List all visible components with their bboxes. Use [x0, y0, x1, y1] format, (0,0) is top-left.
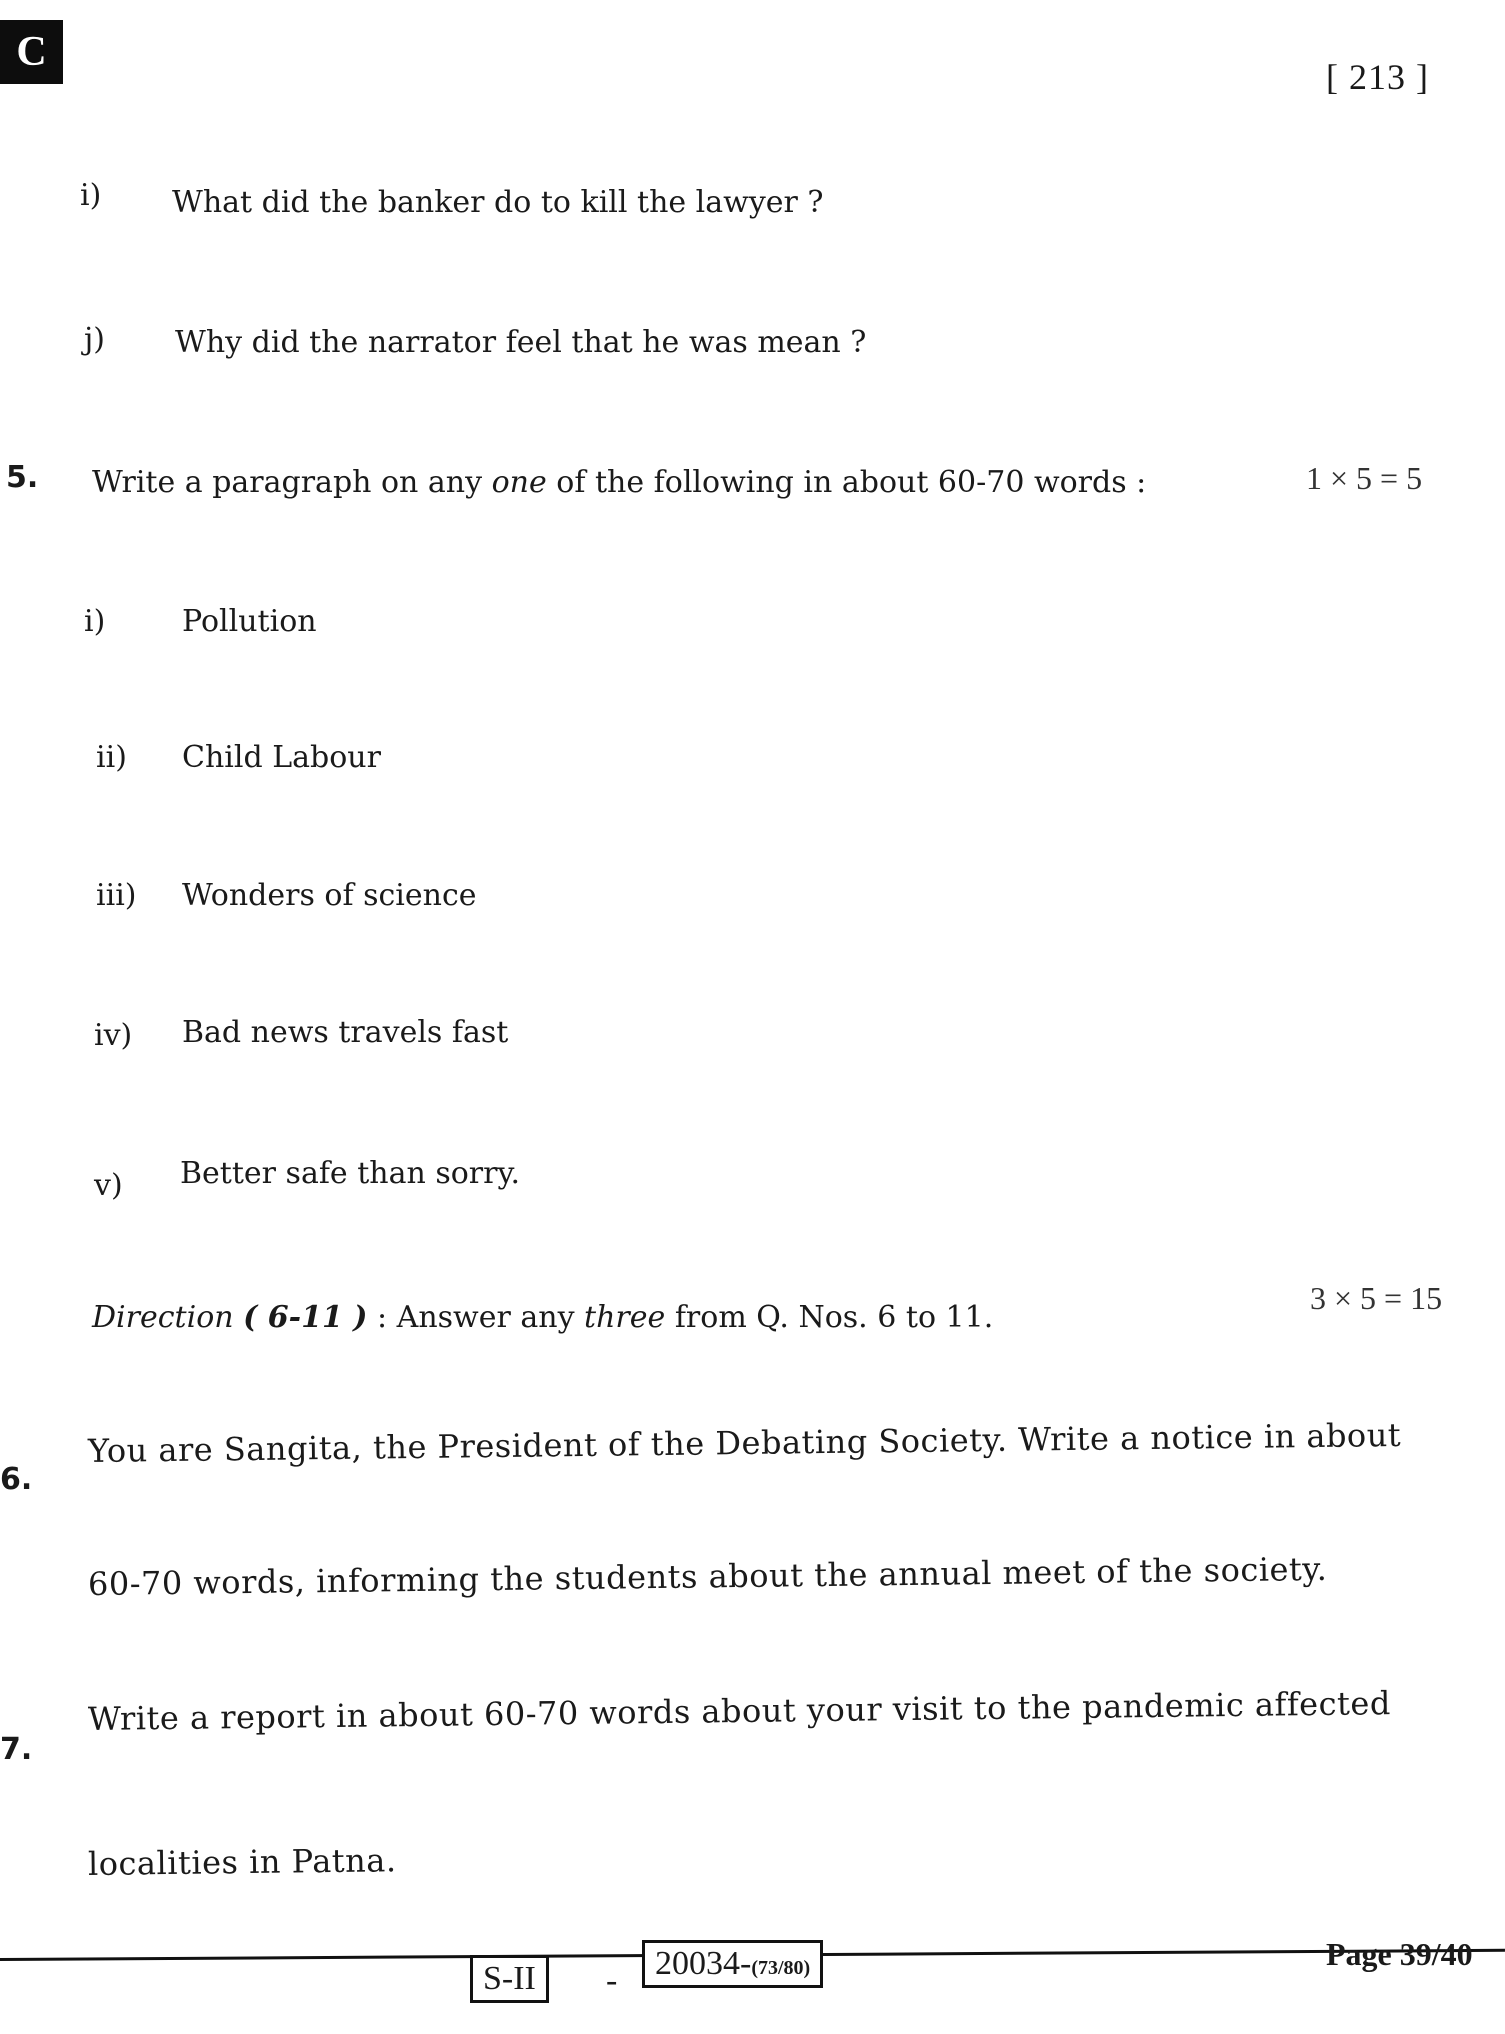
page-number: Page 39/40: [1326, 1936, 1473, 1972]
question-i-number: i): [80, 178, 102, 213]
question-5-number: 5.: [6, 460, 39, 495]
question-j-number: j): [84, 322, 106, 357]
option-wonders-of-science: Wonders of science: [182, 878, 477, 913]
option-better-safe: Better safe than sorry.: [180, 1156, 520, 1191]
direction-line: Direction ( 6-11 ) : Answer any three from Q. Nos. 6 to 11.: [92, 1300, 994, 1335]
paper-code: [ 213 ]: [1326, 57, 1429, 97]
option-child-labour: Child Labour: [182, 740, 381, 775]
set-label-badge: C: [0, 20, 63, 84]
question-5-text: Write a paragraph on any one of the following in about 60-70 words :: [92, 465, 1147, 500]
footer-series-box: S-II: [470, 1955, 549, 2003]
footer-code-box: 20034-(73/80): [642, 1940, 823, 1988]
question-7-line1: Write a report in about 60-70 words about your visit to the pandemic affected: [87, 1684, 1392, 1738]
footer-dash: -: [606, 1962, 618, 1999]
question-6-line1: You are Sangita, the President of the Debating Society. Write a notice in about: [87, 1415, 1402, 1470]
question-i-text: What did the banker do to kill the lawyer ?: [172, 185, 824, 220]
option-bad-news: Bad news travels fast: [182, 1015, 509, 1050]
question-6-number: 6.: [0, 1462, 33, 1497]
question-7-line2: localities in Patna.: [87, 1841, 397, 1883]
option-number: iii): [96, 878, 137, 913]
question-j-text: Why did the narrator feel that he was mean ?: [175, 325, 867, 360]
option-pollution: Pollution: [182, 604, 317, 639]
question-5-marks: 1 × 5 = 5: [1306, 460, 1423, 496]
option-number: iv): [94, 1018, 133, 1053]
question-6-line2: 60-70 words, informing the students about the annual meet of the society.: [87, 1549, 1328, 1603]
option-number: v): [94, 1168, 123, 1203]
question-7-number: 7.: [0, 1732, 33, 1767]
option-number: i): [84, 604, 106, 639]
option-number: ii): [96, 740, 127, 775]
direction-marks: 3 × 5 = 15: [1310, 1280, 1443, 1316]
